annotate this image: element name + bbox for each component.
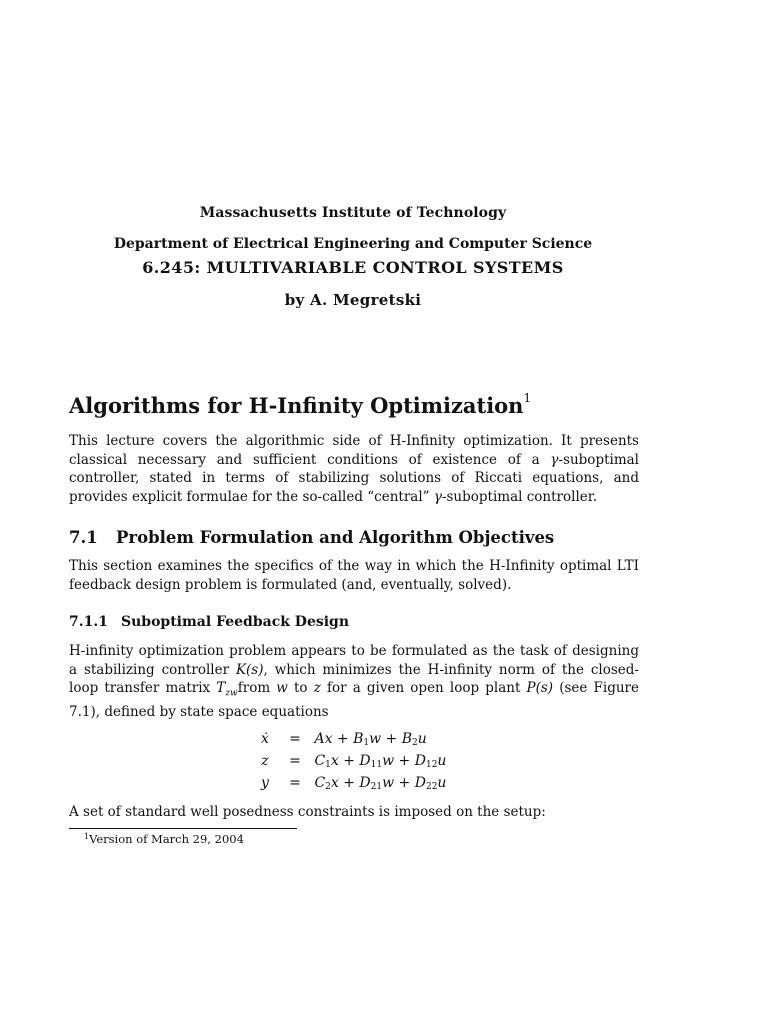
state-space-equations [250,728,446,794]
eq-sub: 2 [325,782,331,792]
intro-text-2: -suboptimal controller, stated in terms of stabilizing solutions of Riccati equations, and provides explicit formulae for the so-called “central” [69,451,639,505]
para-text: to [287,680,314,696]
equation-3 [250,772,446,794]
eq-sub: 22 [425,782,438,792]
section-title: Problem Formulation and Algorithm Objectives [116,528,555,547]
author-line: by A. Megretski [284,291,422,309]
intro-text-3: -suboptimal controller. [441,488,598,505]
para-text: from [237,680,277,696]
w-symbol: w [276,680,288,696]
footnote-mark: 1 [84,832,90,841]
eq-sub: 11 [370,760,383,770]
eq-term: w + D [382,753,426,769]
subsection-number: 7.1.1 [69,614,108,630]
constraints-intro-text: A set of standard well posedness constraints is imposed on the setup: [69,804,546,820]
transfer-symbol: T [216,680,226,696]
lecture-title-text: Algorithms for H-Infinity Optimization [69,393,524,418]
eq-term: x + D [330,753,371,769]
eq-term: C [314,775,326,791]
para-text: for a given open loop plant [320,680,527,696]
eq-lhs: ẋ [261,731,269,747]
para-text: , which minimizes the H-infinity norm of the closed-loop transfer matrix [69,661,639,696]
controller-symbol: K(s) [235,661,264,678]
equation-2 [250,750,446,772]
eq-sub: 1 [325,760,331,770]
eq-sub: 12 [425,760,438,770]
institution-name: Massachusetts Institute of Technology [199,205,507,221]
title-footnote-mark: 1 [523,391,532,405]
eq-rel: = [289,775,301,791]
eq-term: u [437,753,447,769]
footnote-text: Version of March 29, 2004 [89,832,244,846]
subsection-title: Suboptimal Feedback Design [121,614,350,630]
gamma-symbol: γ [433,488,442,505]
z-symbol: z [313,680,321,696]
eq-term: C [314,753,326,769]
eq-term: w + B [369,731,413,747]
eq-term: w + D [382,775,426,791]
intro-text-1: This lecture covers the algorithmic side of H-Infinity optimization. It presents classical necessary and sufficient conditions of existence of a [69,433,639,468]
eq-rel: = [289,753,301,769]
eq-sub: 1 [363,738,370,748]
gamma-symbol: γ [550,451,559,468]
eq-term: Ax + B [314,731,364,747]
eq-term: x + D [330,775,371,791]
footnote-divider [69,828,297,829]
eq-term: u [417,731,427,747]
plant-symbol: P(s) [526,680,554,696]
section-paragraph: This section examines the specifics of the way in which the H-Infinity optimal LTI feedback design problem is formulated (and, eventually, solved). [69,558,639,593]
eq-lhs: y [261,775,269,791]
eq-sub: 2 [412,738,418,748]
footnote [84,832,244,846]
eq-lhs: z [261,753,269,769]
equation-1 [250,728,446,750]
lecture-title [69,393,639,418]
para-text: (see Figure 7.1), defined by state space equations [69,680,639,721]
intro-paragraph [69,432,639,506]
section-number: 7.1 [69,528,98,547]
section-heading [69,528,639,547]
subsection-heading [69,614,639,630]
para-text: H-infinity optimization problem appears to be formulated as the task of designing a stabilizing controller [69,643,639,678]
eq-rel: = [289,731,301,747]
eq-term: u [437,775,447,791]
eq-sub: 21 [370,782,383,792]
department-name: Department of Electrical Engineering and Computer Science [113,236,593,252]
course-title: 6.245: MULTIVARIABLE CONTROL SYSTEMS [142,258,564,277]
transfer-subscript: zw [225,688,238,699]
subsection-paragraph [69,642,639,722]
